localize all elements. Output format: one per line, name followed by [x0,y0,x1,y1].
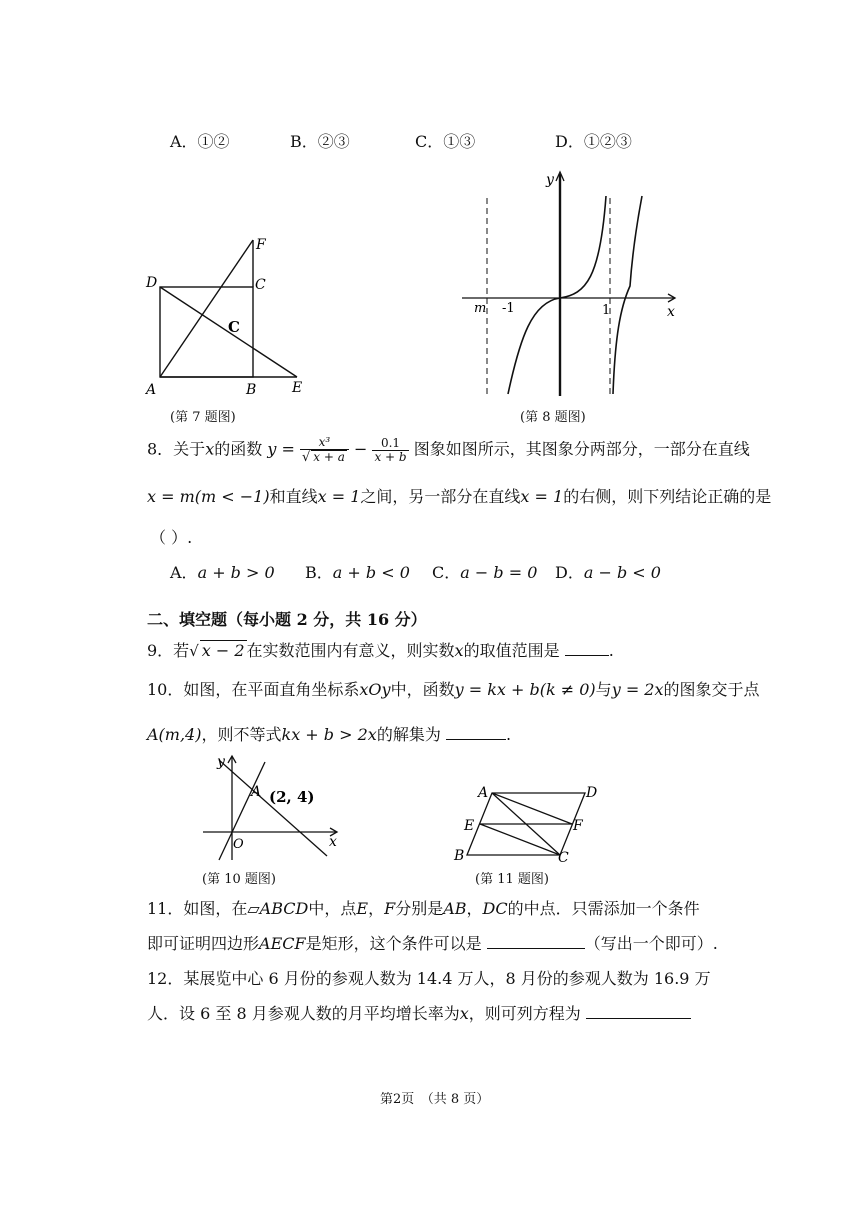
fig7-label-e: E [292,380,303,396]
fig11-label-e: E [464,818,475,834]
figure-11 [450,780,610,865]
fig7-label-b: B [246,382,257,398]
q9-line: 9．若√ x − 2 在实数范围内有意义，则实数x的取值范围是 . [147,641,614,660]
q8-frac1-den: √ x + a [301,450,345,465]
q8-fraction-2 [372,437,408,464]
q8-eq-m: x = m(m < −1) [147,487,270,506]
q12-answer-blank [586,1004,691,1019]
fig8-label-one: 1 [602,303,611,318]
fig11-label-b: B [454,848,465,864]
q8-option-d: D．a − b < 0 [555,563,661,582]
q7-option-c: C．①③ [415,132,476,151]
q8-func-text: 的函数 [214,439,263,459]
fig8-label-x: x [667,304,675,320]
q8-minus: − [353,439,368,459]
q8-frac2-num: 0.1 [372,437,408,451]
fig11-label-d: D [586,785,598,801]
q8-line1 [147,436,750,464]
page-footer: 第2页 （共 8 页） [380,1092,490,1107]
q8-option-b: B．a + b < 0 [305,563,410,582]
fig10-caption: (第 10 题图) [202,872,276,887]
fig10-label-a: A [251,784,262,800]
q8-frac1-num: x³ [300,436,349,450]
q7-option-d: D．①②③ [555,132,632,151]
q9-answer-blank [565,641,609,656]
fig11-label-a: A [478,785,489,801]
q11-line1: 11．如图，在▱ABCD中，点E，F分别是AB，DC的中点．只需添加一个条件 [147,899,700,918]
fig10-label-x: x [329,834,337,850]
fig8-label-neg1: -1 [502,301,515,316]
q8-frac2-den: x + b [374,449,407,464]
q8-option-c: C．a − b = 0 [432,563,538,582]
fig11-label-f: F [573,818,583,834]
fig7-label-d: D [146,275,158,291]
figure-8 [460,168,685,400]
q10-answer-blank [446,725,506,740]
q8-answer-paren: （ ）. [150,528,193,547]
section2-title: 二、填空题（每小题 2 分，共 16 分） [147,610,427,629]
q11-line2: 即可证明四边形AECF是矩形，这个条件可以是 （写出一个即可）. [147,934,718,953]
q8-option-a: A．a + b > 0 [170,563,275,582]
fig7-caption: (第 7 题图) [170,410,236,425]
fig7-handwritten-c: C [228,318,240,336]
fig7-label-a: A [146,382,157,398]
q7-option-b: B．②③ [290,132,350,151]
fig10-label-y: y [217,754,225,770]
q12-line2: 人．设 6 至 8 月参观人数的月平均增长率为x，则可列方程为 [147,1001,691,1024]
q11-answer-blank [487,934,585,949]
q8-after: 图象如图所示，其图象分两部分，一部分在直线 [413,439,750,459]
figure-7 [140,230,320,405]
q12-line1: 12．某展览中心 6 月份的参观人数为 14.4 万人，8 月份的参观人数为 16.9 万 [147,969,711,988]
fig8-caption: (第 8 题图) [520,410,586,425]
fig7-label-f: F [256,237,266,253]
q8-line2: x = m(m < −1)和直线x = 1之间，另一部分在直线x = 1的右侧，则下列结论正确的是 [147,487,772,506]
fig11-caption: (第 11 题图) [475,872,549,887]
q8-var-x: x [205,439,215,459]
q7-option-a: A．①② [170,132,230,151]
fig10-label-o: O [233,837,244,852]
q8-fraction-1 [300,436,349,464]
q10-line1: 10．如图，在平面直角坐标系xOy中，函数y = kx + b(k ≠ 0)与y = 2x的图象交于点 [147,680,760,699]
fig8-label-m: m [474,301,487,316]
fig10-handwritten-point: (2, 4) [269,788,315,806]
fig11-label-c: C [558,850,569,865]
q10-line2: A(m,4)，则不等式kx + b > 2x的解集为 . [147,725,512,744]
q8-number: 8．关于 [147,439,206,459]
q8-y-eq: y = [267,439,295,459]
fig8-label-y: y [546,172,554,188]
figure-10 [195,750,345,865]
q9-root: x − 2 [201,641,245,660]
fig7-label-c: C [255,277,266,293]
